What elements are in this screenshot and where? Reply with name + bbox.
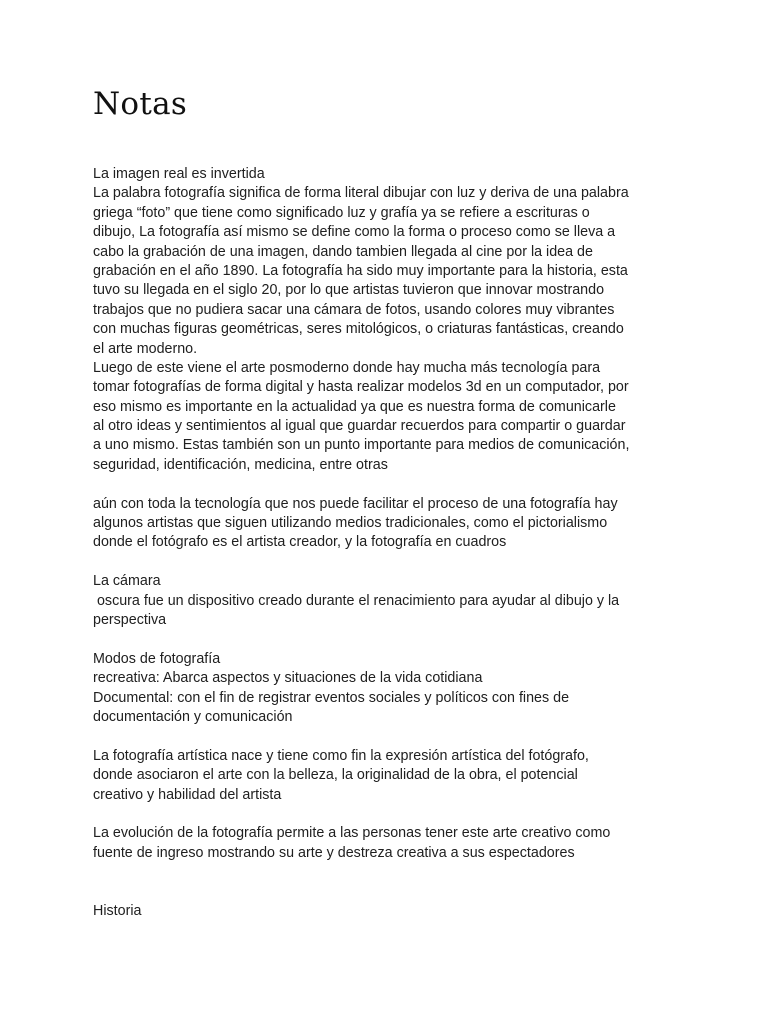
text-line: donde el fotógrafo es el artista creador, y la fotografía en cuadros <box>93 534 507 551</box>
paragraph-spacer <box>93 630 693 649</box>
paragraph-spacer <box>93 805 693 824</box>
text-line: algunos artistas que siguen utilizando medios tradicionales, como el pictorialismo <box>93 515 608 532</box>
text-line: aún con toda la tecnología que nos puede facilitar el proceso de una fotografía hay <box>93 495 618 512</box>
text-line: Luego de este viene el arte posmoderno donde hay mucha más tecnología para <box>93 359 601 376</box>
paragraph-spacer <box>93 475 693 494</box>
text-line: a uno mismo. Estas también son un punto importante para medios de comunicación, <box>93 437 630 454</box>
text-line: Historia <box>93 902 142 919</box>
text-line: griega “foto” que tiene como significado luz y grafía ya se refiere a escrituras o <box>93 204 590 221</box>
text-line: fuente de ingreso mostrando su arte y destreza creativa a sus espectadores <box>93 844 575 861</box>
paragraph <box>93 495 693 553</box>
text-line: tomar fotografías de forma digital y hasta realizar modelos 3d en un computador, por <box>93 379 629 396</box>
text-line: La imagen real es invertida <box>93 166 265 182</box>
text-line: La cámara <box>93 573 161 590</box>
paragraph <box>93 824 693 863</box>
text-line: La evolución de la fotografía permite a las personas tener este arte creativo como <box>93 825 611 842</box>
text-line: La palabra fotografía significa de forma literal dibujar con luz y deriva de una palabra <box>93 185 629 202</box>
text-line: trabajos que no pudiera sacar una cámara de fotos, usando colores muy vibrantes <box>93 301 615 318</box>
text-line: perspectiva <box>93 611 167 628</box>
text-line: Modos de fotografía <box>93 650 221 667</box>
text-line: eso mismo es importante en la actualidad ya que es nuestra forma de comunicarle <box>93 398 616 415</box>
paragraph-spacer <box>93 727 693 746</box>
paragraph <box>93 572 693 630</box>
text-line: oscura fue un dispositivo creado durante el renacimiento para ayudar al dibujo y la <box>93 592 620 609</box>
text-line: al otro ideas y sentimientos al igual que guardar recuerdos para compartir o guardar <box>93 418 626 435</box>
text-line: el arte moderno. <box>93 340 198 357</box>
text-line: recreativa: Abarca aspectos y situaciones de la vida cotidiana <box>93 670 483 687</box>
text-line: La fotografía artística nace y tiene como fin la expresión artística del fotógrafo, <box>93 747 589 764</box>
text-line: con muchas figuras geométricas, seres mitológicos, o criaturas fantásticas, creando <box>93 321 624 338</box>
text-line: documentación y comunicación <box>93 708 293 725</box>
paragraph-spacer <box>93 553 693 572</box>
paragraph-spacer <box>93 882 693 901</box>
paragraph <box>93 902 693 921</box>
paragraph <box>93 165 693 475</box>
text-line: grabación en el año 1890. La fotografía ha sido muy importante para la historia, esta <box>93 262 628 279</box>
text-line: seguridad, identificación, medicina, entre otras <box>93 456 388 473</box>
text-line: tuvo su llegada en el siglo 20, por lo que artistas tuvieron que innovar mostrando <box>93 282 605 299</box>
text-line: donde asociaron el arte con la belleza, la originalidad de la obra, el potencial <box>93 767 578 784</box>
paragraph-spacer <box>93 863 693 882</box>
paragraph <box>93 650 693 728</box>
text-line: cabo la grabación de una imagen, dando tambien llegada al cine por la idea de <box>93 243 593 260</box>
text-line: dibujo, La fotografía así mismo se define como la forma o proceso como se lleva a <box>93 224 616 241</box>
document-body <box>93 165 693 921</box>
text-line: creativo y habilidad del artista <box>93 786 282 803</box>
text-line: Documental: con el fin de registrar eventos sociales y políticos con fines de <box>93 689 570 706</box>
paragraph <box>93 747 693 805</box>
page-title: Notas <box>93 86 188 122</box>
